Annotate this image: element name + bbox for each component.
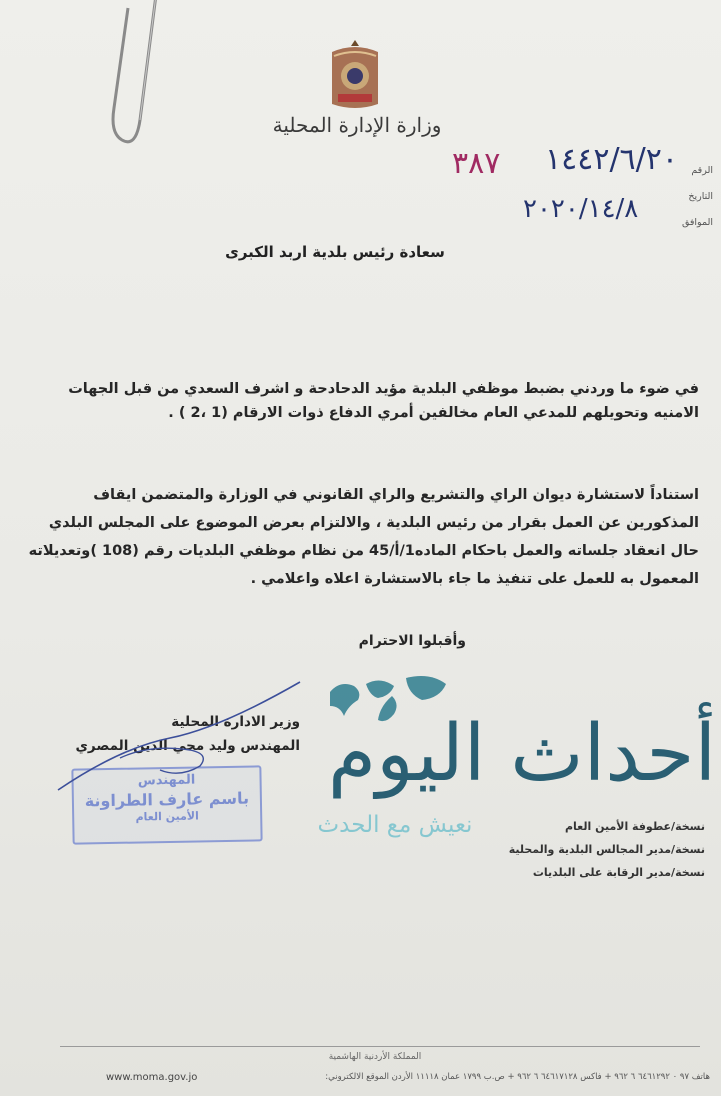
paragraph-2: استناداً لاستشارة ديوان الراي والتشريع والراي القانوني في الوزارة والمتضمن ايقاف المذكورين عن العمل بقرار من رئيس البلدية ، والالتزام بعرض الموضوع على المجلس البلدي حال انعقاد جلساته والعمل باحكام الماده1/أ/45 من نظام موظفي البلديات رقم (108 )وتعديلاته المعمول به للعمل على تنفيذ ما جاء بالاستشارة اعلاه واعلامي . — [28, 487, 699, 587]
stamp-line-2: باسم عارف الطراونة — [84, 788, 250, 811]
handwritten-signature — [50, 678, 310, 798]
date-label: التاريخ — [688, 191, 713, 202]
reference-number: ٣٨٧ — [452, 146, 501, 181]
copy-item: نسخة/عطوفة الأمين العام — [564, 820, 705, 833]
paragraph-1: في ضوء ما وردني بضبط موظفي البلدية مؤيد الدحادحة و اشرف السعدي من قبل الجهات الامنيه وتحويلهم للمدعي العام مخالفين أمري الدفاع ذوات الارقام (1 ،2 ) . — [68, 381, 699, 421]
footer-country: المملكة الأردنية الهاشمية — [328, 1052, 422, 1062]
signature-name: المهندس وليد محي الدين المصري — [75, 738, 300, 754]
signature-title: وزير الادارة المحلية — [171, 714, 300, 730]
footer-contact: هاتف ٩٧ ٠ ٦٤٦١٢٩٢ ٦ ٩٦٢ + فاكس ٦٤٦١٧١٢٨ ٦ ٩٦٢ + ص.ب ١٧٩٩ عمان ١١١١٨ الأردن الموقع الالكتروني: — [325, 1072, 710, 1082]
corresponding-label: الموافق — [681, 217, 713, 228]
watermark-brand: أحداث اليوم — [327, 709, 717, 799]
copies-list — [509, 815, 705, 884]
stamp-line-3: الأمين العام — [135, 809, 199, 824]
footer-website: www.moma.gov.jo — [106, 1072, 198, 1083]
hijri-date: ١٤٤٢/٦/٢٠ — [545, 142, 679, 177]
gregorian-date: ٢٠٢٠/١٤/٨ — [523, 194, 639, 224]
closing-line: وأقبلوا الاحترام — [358, 633, 466, 649]
footer-divider — [60, 1046, 700, 1047]
ministry-name: وزارة الإدارة المحلية — [272, 113, 442, 137]
stamp-line-1: المهندس — [137, 772, 196, 789]
watermark-tagline: نعيش مع الحدث — [317, 812, 473, 838]
copy-item: نسخة/مدير المجالس البلدية والمحلية — [508, 843, 705, 856]
paper-clip-icon — [100, 0, 170, 160]
recipient-line: سعادة رئيس بلدية اربد الكبرى — [225, 243, 445, 261]
copy-item: نسخة/مدير الرقابة على البلديات — [532, 866, 705, 879]
coat-of-arms-icon — [324, 38, 386, 116]
ref-label: الرقم — [691, 165, 713, 176]
